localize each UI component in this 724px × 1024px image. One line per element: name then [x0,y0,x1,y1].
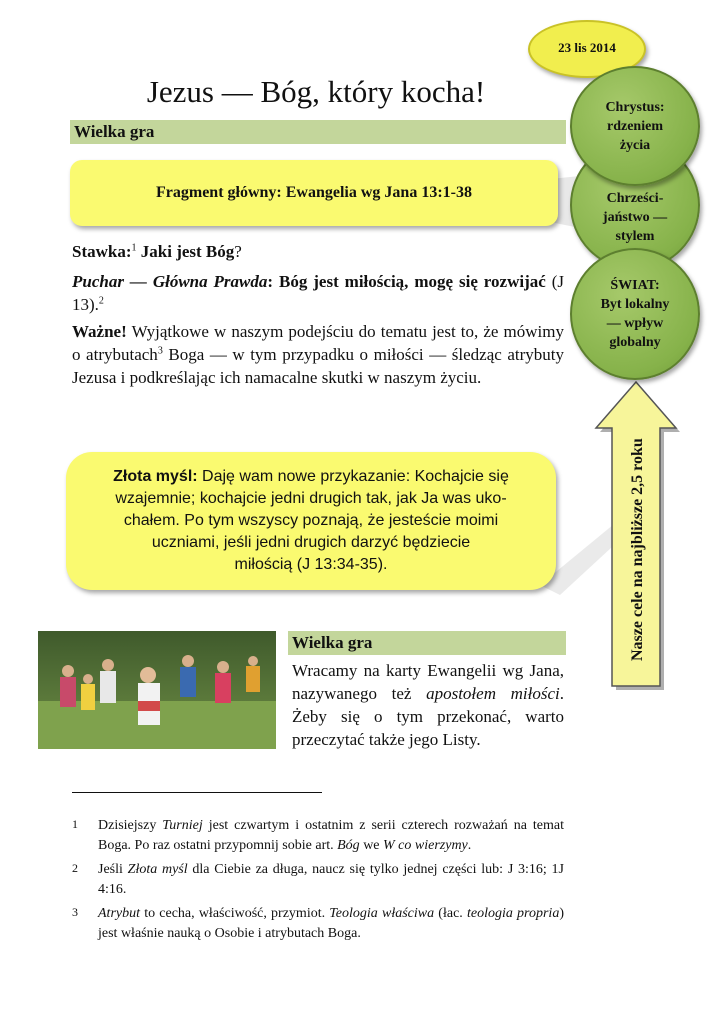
footnote-text: dla Ciebie za długa, naucz się tylko jednej części lub: J 3:16; 1J 4:16. [98,862,565,897]
footnote [72,860,564,900]
cup-ref: (J 13). [72,272,565,314]
golden-thought-box [66,452,556,590]
goal-circle-world [570,248,700,380]
footnote-text: ) jest właśnie nauką o Osobie i atrybutach Boga. [98,906,564,941]
footnote-italic: W co wierzymy [383,838,468,853]
stake-line [72,240,564,263]
circle-line: rdzeniem [607,118,663,134]
footnote-italic: Bóg [337,838,360,853]
footnote-italic: Teologia właściwa [329,906,435,921]
circle-line: — wpływ [606,316,664,331]
circle-line: Byt lokalny [600,297,670,312]
stake-end: ? [234,242,242,261]
golden-line: uczniami, jeśli jedni drugich darzyć będziecie [151,534,471,551]
cup-text: Bóg jest miłością, mogę się rozwijać [273,272,546,291]
circle-line: życia [619,137,651,153]
section-heading: Wielka gra [70,120,566,144]
footnote-italic: teologia propria [466,906,560,921]
footnote-number: 3 [72,905,78,919]
footnote-text: Dzisiejszy [98,818,163,833]
footnote-text: (łac. [434,906,467,921]
body-paragraph [292,659,564,751]
footnote-italic: Złota myśl [127,862,188,877]
stake-label: Stawka: [72,242,132,261]
footnote-ref[interactable]: 3 [157,345,163,357]
cup-line [72,270,564,316]
important-paragraph [72,320,564,389]
golden-line: Daję wam nowe przykazanie: Kochajcie się [197,468,509,485]
cup-label: Puchar — Główna Prawda [72,272,268,291]
circle-line: ŚWIAT: [610,278,660,293]
cup-colon: : [267,272,274,291]
date-text: 23 lis 2014 [558,40,616,55]
fragment-text: Fragment główny: Ewangelia wg Jana 13:1-38 [156,184,472,201]
stake-text: Jaki jest Bóg [136,242,235,261]
arrow-label: Nasze cele na najbliższe 2,5 roku [629,438,646,662]
footnote [72,816,564,856]
footnote-text: . [467,838,472,853]
body-text: Wracamy na karty Ewangelii wg Jana, nazywanego też [292,661,564,703]
golden-line: miłością (J 13:34-35). [234,556,388,573]
important-text: Wyjątkowe w naszym podejściu do tematu jest to, że mówimy o atrybutach [72,322,564,364]
footnote-text: Jeśli [98,862,128,877]
fragment-box [70,160,558,226]
circle-line: Chrystus: [605,99,665,115]
circle-line: Chrześci- [606,191,664,206]
golden-line: wzajemnie; kochajcie jedni drugich tak, jak Ja was uko- [115,490,507,507]
page-title: Jezus — Bóg, który kocha! [146,74,486,109]
golden-label: Złota myśl: [113,468,198,485]
goal-circle-christ [570,66,700,186]
circle-line: stylem [615,229,655,244]
footnote-text: to cecha, właściwość, przymiot. [140,906,330,921]
footnote-number: 2 [72,861,78,875]
footnote-ref[interactable]: 1 [131,242,137,254]
important-label: Ważne! [72,322,127,341]
footnote-italic: Atrybut [98,906,140,921]
footnote-divider [72,792,322,793]
footnote-text: jest czwartym i ostatnim z serii czterech rozważań na temat Boga. Po raz ostatni przypomnij sobie art. [98,818,564,853]
body-text: . Żeby się o tym przekonać, warto przeczytać także jego Listy. [292,684,564,749]
section-heading: Wielka gra [288,631,566,655]
footnote-italic: Turniej [162,818,203,833]
golden-line: chałem. Po tym wszyscy poznają, że jesteście moimi [123,512,499,529]
circle-line: globalny [609,335,661,350]
important-text: Boga — w tym przypadku o miłości — śledząc atrybuty Jezusa i podkreślając ich namacalne skutki w naszym życiu. [72,345,564,387]
footnote [72,904,564,944]
footnote-number: 1 [72,817,78,831]
body-emphasis: apostołem miłości [426,684,560,703]
footnote-ref[interactable]: 2 [98,295,104,307]
children-running-photo [38,631,276,749]
footnote-text: we [359,838,384,853]
circle-line: jaństwo — [602,210,668,225]
